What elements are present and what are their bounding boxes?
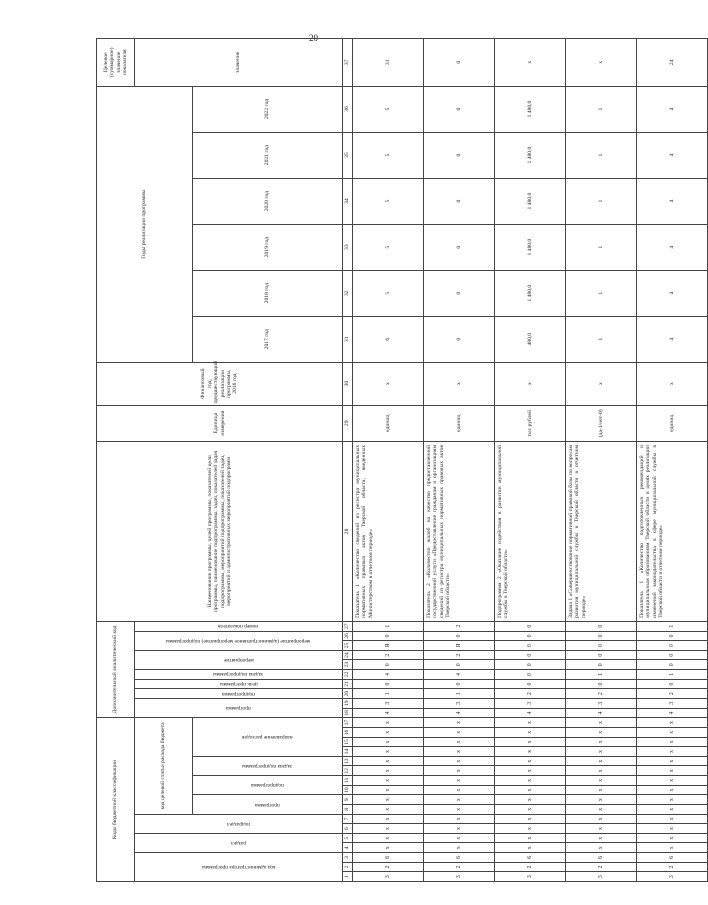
code-cell: 2 [424, 862, 495, 872]
subprogram-header: подпрограмма [251, 782, 284, 789]
budget-codes-header: Коды бюджетной классификации [97, 718, 135, 882]
code-cell: 1 [353, 689, 424, 699]
code-cell: 2 [637, 689, 708, 699]
page-number: 20 [309, 33, 318, 43]
code-cell: 1 [566, 670, 637, 680]
code-cell: 0 [637, 660, 708, 670]
code-cell: 3 [353, 872, 424, 882]
year-value-cell: 4 [637, 224, 708, 270]
code-cell: 3 [566, 872, 637, 882]
col-number: 32 [343, 270, 353, 316]
code-cell: 0 [566, 650, 637, 660]
code-cell: х [495, 843, 566, 853]
a-task-header: задача подпрограммы [213, 671, 264, 678]
a-event-admin-header: мероприятие (административное мероприятие) подпрограммы [166, 637, 311, 644]
code-cell: х [495, 756, 566, 766]
program-table-container [96, 38, 675, 882]
program-header: программа [255, 801, 280, 808]
table-row [424, 39, 495, 882]
year-value-cell: 4 [637, 178, 708, 224]
year-value-cell: 5 [353, 178, 424, 224]
code-cell: х [637, 718, 708, 728]
year-value-cell: 480,0 [495, 316, 566, 362]
code-cell: х [424, 766, 495, 776]
code-cell: х [495, 833, 566, 843]
target-article-header: код целевой статьи расхода бюджета [135, 718, 193, 814]
code-cell: х [424, 795, 495, 805]
code-cell: х [637, 737, 708, 747]
code-cell: х [424, 756, 495, 766]
unit-cell: единиц [353, 405, 424, 441]
row-name-cell: Показатель 2 «Количество жалоб на качество предоставленной государственной услуги «Предоставление гражданам и организациям сведений из регистра муниципальных нормативных правовых актов Тверской области» [424, 441, 495, 621]
code-cell: х [637, 728, 708, 738]
code-cell: 0 [495, 631, 566, 641]
year-value-cell: 6 [353, 316, 424, 362]
code-cell: 0 [566, 631, 637, 641]
code-cell: х [495, 737, 566, 747]
code-cell: х [637, 756, 708, 766]
code-cell: 1 [637, 621, 708, 631]
year-value-cell: 1 [566, 132, 637, 178]
code-cell: х [566, 843, 637, 853]
code-cell: 0 [495, 621, 566, 631]
code-cell: х [353, 795, 424, 805]
code-cell: 2 [637, 862, 708, 872]
col-number: 18 [343, 708, 353, 718]
year-value-cell: 1 480,0 [495, 132, 566, 178]
rotated-table-area [96, 38, 675, 882]
code-cell: х [353, 737, 424, 747]
target-value-cell: 24 [637, 39, 708, 87]
code-cell: х [424, 843, 495, 853]
col-number: 13 [343, 756, 353, 766]
code-cell: х [495, 766, 566, 776]
code-cell: х [353, 824, 424, 834]
code-cell: х [566, 824, 637, 834]
code-cell: х [566, 718, 637, 728]
col-number: 11 [343, 776, 353, 786]
target-value-cell: 31 [353, 39, 424, 87]
col-number: 29 [343, 405, 353, 441]
name-column-header: Наименование программы, целей программы, показателей цели программы, наименование подпрограммы, задач, показателей задач подпрограммы, мероприятий подпрограммы, показателей задач, мероприятий и административных мероприятий подпрограмм [97, 441, 343, 621]
year-value-cell: 1 [566, 178, 637, 224]
code-cell: 4 [637, 708, 708, 718]
year-value-cell: 4 [637, 86, 708, 132]
year-2022-header: 2022 год [193, 86, 343, 132]
code-cell: 6 [566, 853, 637, 863]
subsection-header: подраздел [226, 820, 251, 827]
code-cell: х [566, 737, 637, 747]
year-value-cell: 0 [424, 178, 495, 224]
row-name-cell: Показатель 1 «Количество подготовленных рекомендаций и муниципальным образованиям Тверской области в целях реализации изменений законодательства в сфере муниципальной службы в Тверской области в отчетном периоде» [637, 441, 708, 621]
col-number: 24 [343, 650, 353, 660]
col-number: 15 [343, 737, 353, 747]
code-cell: 3 [495, 872, 566, 882]
code-cell: х [495, 785, 566, 795]
unit-column-header: Единица измерения [97, 405, 343, 441]
unit-cell: единиц [637, 405, 708, 441]
program-admin-code-header: код администратора программы [201, 864, 276, 871]
code-cell: Я [424, 641, 495, 651]
col-number: 25 [343, 641, 353, 651]
target-value-cell: х [495, 39, 566, 87]
col-number: 2 [343, 862, 353, 872]
code-cell: х [424, 718, 495, 728]
col-number: 1 [343, 872, 353, 882]
code-cell: х [424, 833, 495, 843]
code-cell: 0 [495, 660, 566, 670]
years-header: Годы реализации программы [97, 86, 193, 362]
col-number: 4 [343, 843, 353, 853]
code-cell: х [424, 785, 495, 795]
code-cell: 2 [566, 862, 637, 872]
col-number: 34 [343, 178, 353, 224]
year-value-cell: 0 [424, 132, 495, 178]
col-number: 12 [343, 766, 353, 776]
code-cell: 6 [424, 853, 495, 863]
code-cell: 2 [566, 689, 637, 699]
code-cell: 2 [495, 689, 566, 699]
task-subprogram-header: задача подпрограммы [242, 763, 293, 770]
fin-year-column-header: Финансовый год, предшествующий реализации программы, 2016 год [97, 362, 343, 405]
code-cell: 0 [424, 679, 495, 689]
a-program-header: программа [226, 705, 251, 712]
expense-direction-header: направление расходов [242, 734, 293, 741]
code-cell: х [637, 766, 708, 776]
year-value-cell: 5 [353, 86, 424, 132]
code-cell: х [424, 824, 495, 834]
year-value-cell: 0 [424, 224, 495, 270]
year-value-cell: 1 [566, 316, 637, 362]
code-cell: 0 [637, 679, 708, 689]
year-value-cell: 4 [637, 132, 708, 178]
code-cell: 0 [424, 660, 495, 670]
code-cell: 0 [566, 641, 637, 651]
code-cell: х [566, 747, 637, 757]
code-cell: х [424, 814, 495, 824]
target-value-cell: х [566, 39, 637, 87]
code-cell: х [353, 718, 424, 728]
code-cell: х [353, 776, 424, 786]
table-row [637, 39, 708, 882]
code-cell: х [495, 747, 566, 757]
fin-year-cell: х [353, 362, 424, 405]
col-number: 19 [343, 698, 353, 708]
col-number: 10 [343, 785, 353, 795]
code-cell: х [637, 805, 708, 815]
year-value-cell: 5 [353, 132, 424, 178]
col-number: 31 [343, 316, 353, 362]
code-cell: 0 [495, 670, 566, 680]
code-cell: х [424, 776, 495, 786]
code-cell: 6 [495, 853, 566, 863]
year-2018-header: 2018 год [193, 270, 343, 316]
col-number: 36 [343, 86, 353, 132]
col-number: 17 [343, 718, 353, 728]
col-number: 7 [343, 814, 353, 824]
year-value-cell: 1 [566, 224, 637, 270]
col-number: 33 [343, 224, 353, 270]
year-2017-header: 2017 год [193, 316, 343, 362]
code-cell: 4 [353, 708, 424, 718]
code-cell: х [566, 776, 637, 786]
program-table [96, 38, 708, 882]
year-value-cell: 1 480,0 [495, 270, 566, 316]
code-cell: х [353, 805, 424, 815]
table-row [566, 39, 637, 882]
code-cell: 3 [637, 872, 708, 882]
code-cell: Я [353, 641, 424, 651]
code-cell: 0 [495, 641, 566, 651]
col-number: 26 [343, 631, 353, 641]
col-number: 9 [343, 795, 353, 805]
year-value-cell: 1 480,0 [495, 178, 566, 224]
code-cell: х [566, 805, 637, 815]
code-cell: 3 [495, 698, 566, 708]
year-2020-header: 2020 год [193, 178, 343, 224]
code-cell: 0 [353, 679, 424, 689]
code-cell: х [637, 843, 708, 853]
code-cell: 3 [566, 698, 637, 708]
year-2021-header: 2021 год [193, 132, 343, 178]
code-cell: х [566, 814, 637, 824]
code-cell: х [495, 824, 566, 834]
col-number: 3 [343, 853, 353, 863]
code-cell: 1 [424, 689, 495, 699]
col-number: 30 [343, 362, 353, 405]
code-cell: х [353, 833, 424, 843]
fin-year-cell: х [495, 362, 566, 405]
code-cell: 2 [353, 650, 424, 660]
code-cell: х [353, 728, 424, 738]
year-value-cell: 0 [424, 86, 495, 132]
code-cell: 2 [424, 650, 495, 660]
col-number: 37 [343, 39, 353, 87]
code-cell: х [495, 728, 566, 738]
target-value-cell: 0 [424, 39, 495, 87]
code-cell: х [424, 747, 495, 757]
code-cell: 4 [353, 670, 424, 680]
code-cell: х [495, 805, 566, 815]
fin-year-cell: х [566, 362, 637, 405]
code-cell: 0 [566, 679, 637, 689]
code-cell: 0 [637, 631, 708, 641]
code-cell: х [353, 843, 424, 853]
code-cell: 0 [566, 621, 637, 631]
value-header: значение [135, 39, 343, 87]
code-cell: х [637, 833, 708, 843]
code-cell: х [566, 756, 637, 766]
code-cell: х [495, 795, 566, 805]
code-cell: х [424, 728, 495, 738]
code-cell: 6 [637, 853, 708, 863]
year-value-cell: 1 [566, 86, 637, 132]
code-cell: х [353, 814, 424, 824]
code-cell: 0 [637, 650, 708, 660]
code-cell: х [424, 805, 495, 815]
code-cell: 0 [424, 631, 495, 641]
code-cell: х [566, 785, 637, 795]
code-cell: 0 [566, 660, 637, 670]
code-cell: 3 [424, 872, 495, 882]
section-header: раздел [231, 840, 246, 847]
code-cell: х [637, 785, 708, 795]
col-number: 28 [343, 441, 353, 621]
code-cell: 0 [637, 641, 708, 651]
code-cell: 2 [495, 862, 566, 872]
fin-year-cell: х [424, 362, 495, 405]
col-number: 8 [343, 805, 353, 815]
code-cell: 3 [637, 698, 708, 708]
col-number: 35 [343, 132, 353, 178]
code-cell: 0 [495, 650, 566, 660]
code-cell: 4 [424, 670, 495, 680]
code-cell: х [495, 718, 566, 728]
code-cell: 3 [353, 698, 424, 708]
col-number: 6 [343, 824, 353, 834]
col-number: 5 [343, 833, 353, 843]
code-cell: х [637, 795, 708, 805]
target-value-header: Целевое (суммарное) значение показателя [97, 39, 135, 87]
code-cell: 2 [353, 862, 424, 872]
code-cell: х [353, 766, 424, 776]
a-indicator-header: номер показателя [218, 623, 259, 630]
code-cell: 4 [424, 708, 495, 718]
code-cell: 0 [495, 679, 566, 689]
code-cell: х [637, 824, 708, 834]
extra-code-header: Дополнительный аналитический код [97, 621, 135, 717]
code-cell: 2 [424, 621, 495, 631]
code-cell: х [353, 785, 424, 795]
row-name-cell: Задача 1 «Совершенствование нормативной правовой базы по вопросам развития муниципальной службы в Тверской области в отчетном периоде» [566, 441, 637, 621]
code-cell: х [637, 747, 708, 757]
col-number: 23 [343, 660, 353, 670]
col-number: 22 [343, 670, 353, 680]
col-number: 14 [343, 747, 353, 757]
code-cell: х [566, 728, 637, 738]
code-cell: х [637, 776, 708, 786]
code-cell: 0 [353, 660, 424, 670]
code-cell: 4 [566, 708, 637, 718]
code-cell: 4 [495, 708, 566, 718]
code-cell: 6 [353, 853, 424, 863]
year-value-cell: 1 480,0 [495, 86, 566, 132]
unit-cell: единиц [424, 405, 495, 441]
year-value-cell: 0 [424, 316, 495, 362]
code-cell: 1 [637, 670, 708, 680]
col-number: 21 [343, 679, 353, 689]
table-row [495, 39, 566, 882]
year-value-cell: 0 [424, 270, 495, 316]
code-cell: х [495, 776, 566, 786]
code-cell: х [637, 814, 708, 824]
a-event-header: мероприятие [223, 657, 254, 664]
code-cell: 3 [424, 698, 495, 708]
a-subprogram-header: подпрограмма [222, 690, 255, 697]
table-body [353, 39, 708, 882]
year-2019-header: 2019 год [193, 224, 343, 270]
year-value-cell: 4 [637, 270, 708, 316]
year-value-cell: 1 [566, 270, 637, 316]
year-value-cell: 5 [353, 224, 424, 270]
fin-year-cell: х [637, 362, 708, 405]
table-row [353, 39, 424, 882]
col-number: 27 [343, 621, 353, 631]
unit-cell: тыс рублей [495, 405, 566, 441]
year-value-cell: 4 [637, 316, 708, 362]
year-value-cell: 5 [353, 270, 424, 316]
row-name-cell: Показатель 1 «Количество сведений из регистра муниципальных нормативных правовых актов Тверской области, введенных Министерством в отчетном периоде» [353, 441, 424, 621]
row-name-cell: Подпрограмма 2 «Оказание содействия в развитии муниципальной службы в Тверской области» [495, 441, 566, 621]
unit-cell: (да-1/нет-0) [566, 405, 637, 441]
code-cell: х [566, 766, 637, 776]
code-cell: 1 [353, 621, 424, 631]
col-number: 20 [343, 689, 353, 699]
code-cell: х [566, 833, 637, 843]
code-cell: х [566, 795, 637, 805]
year-value-cell: 1 480,0 [495, 224, 566, 270]
code-cell: х [495, 814, 566, 824]
code-cell: х [424, 737, 495, 747]
code-cell: х [353, 756, 424, 766]
column-number-row [343, 39, 353, 882]
code-cell: 0 [353, 631, 424, 641]
code-cell: х [353, 747, 424, 757]
a-goal-header: цель программы [219, 681, 258, 688]
col-number: 16 [343, 728, 353, 738]
